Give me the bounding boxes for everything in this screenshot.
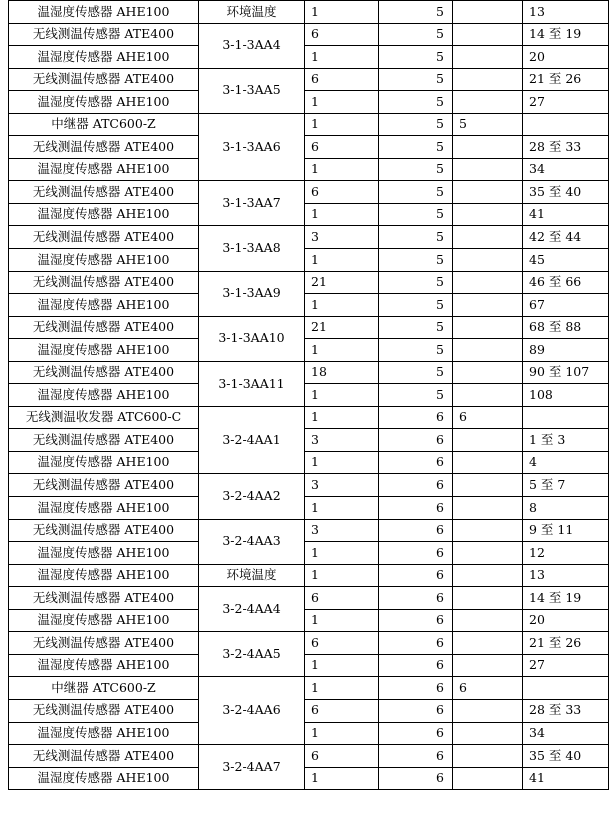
- quantity-cell: 1: [305, 158, 379, 181]
- device-name: 无线测温传感器 ATE400: [9, 226, 199, 249]
- quantity-cell: 1: [305, 406, 379, 429]
- number-cell: 45: [523, 249, 609, 272]
- number-cell: 34: [523, 158, 609, 181]
- quantity-cell: 6: [305, 587, 379, 610]
- channel-cell: [453, 654, 523, 677]
- bus-cell: 5: [379, 1, 453, 24]
- number-cell: 5 至 7: [523, 474, 609, 497]
- channel-cell: [453, 68, 523, 91]
- device-name: 无线测温传感器 ATE400: [9, 699, 199, 722]
- number-cell: [523, 113, 609, 136]
- table-row: [9, 23, 609, 46]
- bus-cell: 5: [379, 294, 453, 317]
- channel-cell: [453, 587, 523, 610]
- location-cell: 3-1-3AA9: [199, 271, 305, 316]
- number-cell: 90 至 107: [523, 361, 609, 384]
- number-cell: 28 至 33: [523, 136, 609, 159]
- bus-cell: 6: [379, 722, 453, 745]
- number-cell: 35 至 40: [523, 181, 609, 204]
- table-row: [9, 249, 609, 272]
- number-cell: 34: [523, 722, 609, 745]
- bus-cell: 6: [379, 564, 453, 587]
- quantity-cell: 1: [305, 677, 379, 700]
- quantity-cell: 1: [305, 294, 379, 317]
- bus-cell: 6: [379, 587, 453, 610]
- bus-cell: 5: [379, 68, 453, 91]
- quantity-cell: 1: [305, 384, 379, 407]
- table-row: [9, 519, 609, 542]
- location-cell: 3-1-3AA8: [199, 226, 305, 271]
- channel-cell: [453, 46, 523, 69]
- number-cell: 8: [523, 497, 609, 520]
- channel-cell: [453, 519, 523, 542]
- bus-cell: 6: [379, 519, 453, 542]
- quantity-cell: 21: [305, 316, 379, 339]
- bus-cell: 6: [379, 654, 453, 677]
- device-name: 温湿度传感器 AHE100: [9, 384, 199, 407]
- location-cell: 3-2-4AA3: [199, 519, 305, 564]
- table-row: [9, 564, 609, 587]
- table-row: [9, 46, 609, 69]
- device-name: 无线测温传感器 ATE400: [9, 632, 199, 655]
- location-cell: 3-2-4AA6: [199, 677, 305, 745]
- quantity-cell: 1: [305, 564, 379, 587]
- table-row: [9, 181, 609, 204]
- table-row: [9, 632, 609, 655]
- number-cell: 27: [523, 654, 609, 677]
- channel-cell: [453, 699, 523, 722]
- quantity-cell: 1: [305, 451, 379, 474]
- table-row: [9, 113, 609, 136]
- channel-cell: [453, 271, 523, 294]
- device-name: 无线测温传感器 ATE400: [9, 474, 199, 497]
- bus-cell: 5: [379, 226, 453, 249]
- quantity-cell: 1: [305, 91, 379, 114]
- device-name: 温湿度传感器 AHE100: [9, 722, 199, 745]
- quantity-cell: 1: [305, 203, 379, 226]
- device-name: 温湿度传感器 AHE100: [9, 497, 199, 520]
- quantity-cell: 6: [305, 745, 379, 768]
- channel-cell: [453, 158, 523, 181]
- table-row: [9, 451, 609, 474]
- bus-cell: 6: [379, 699, 453, 722]
- table-row: [9, 722, 609, 745]
- quantity-cell: 6: [305, 632, 379, 655]
- number-cell: 28 至 33: [523, 699, 609, 722]
- location-cell: 3-1-3AA6: [199, 113, 305, 181]
- device-name: 温湿度传感器 AHE100: [9, 451, 199, 474]
- location-cell: 3-1-3AA11: [199, 361, 305, 406]
- device-name: 无线测温传感器 ATE400: [9, 745, 199, 768]
- table-row: [9, 677, 609, 700]
- bus-cell: 6: [379, 451, 453, 474]
- device-name: 温湿度传感器 AHE100: [9, 542, 199, 565]
- table-row: [9, 294, 609, 317]
- number-cell: 14 至 19: [523, 23, 609, 46]
- quantity-cell: 6: [305, 181, 379, 204]
- bus-cell: 6: [379, 497, 453, 520]
- location-cell: 3-2-4AA2: [199, 474, 305, 519]
- channel-cell: [453, 181, 523, 204]
- bus-cell: 6: [379, 429, 453, 452]
- quantity-cell: 1: [305, 609, 379, 632]
- bus-cell: 5: [379, 249, 453, 272]
- device-table: [8, 0, 609, 790]
- device-name: 无线测温传感器 ATE400: [9, 361, 199, 384]
- number-cell: 14 至 19: [523, 587, 609, 610]
- number-cell: 20: [523, 609, 609, 632]
- quantity-cell: 6: [305, 136, 379, 159]
- channel-cell: 6: [453, 406, 523, 429]
- table-row: [9, 1, 609, 24]
- quantity-cell: 1: [305, 249, 379, 272]
- channel-cell: 6: [453, 677, 523, 700]
- bus-cell: 5: [379, 181, 453, 204]
- channel-cell: [453, 474, 523, 497]
- location-cell: 3-2-4AA1: [199, 406, 305, 474]
- quantity-cell: 3: [305, 474, 379, 497]
- number-cell: 42 至 44: [523, 226, 609, 249]
- number-cell: 35 至 40: [523, 745, 609, 768]
- table-row: [9, 497, 609, 520]
- bus-cell: 5: [379, 271, 453, 294]
- channel-cell: [453, 745, 523, 768]
- bus-cell: 6: [379, 677, 453, 700]
- number-cell: 21 至 26: [523, 68, 609, 91]
- table-row: [9, 361, 609, 384]
- channel-cell: [453, 564, 523, 587]
- bus-cell: 5: [379, 91, 453, 114]
- bus-cell: 6: [379, 767, 453, 790]
- location-cell: 3-1-3AA7: [199, 181, 305, 226]
- channel-cell: [453, 722, 523, 745]
- number-cell: 89: [523, 339, 609, 362]
- device-name: 温湿度传感器 AHE100: [9, 767, 199, 790]
- number-cell: 13: [523, 564, 609, 587]
- bus-cell: 6: [379, 474, 453, 497]
- device-name: 无线测温传感器 ATE400: [9, 23, 199, 46]
- channel-cell: [453, 361, 523, 384]
- device-name: 温湿度传感器 AHE100: [9, 203, 199, 226]
- device-name: 无线测温传感器 ATE400: [9, 429, 199, 452]
- bus-cell: 6: [379, 406, 453, 429]
- quantity-cell: 6: [305, 23, 379, 46]
- bus-cell: 5: [379, 113, 453, 136]
- device-name: 中继器 ATC600-Z: [9, 113, 199, 136]
- location-cell: 3-2-4AA5: [199, 632, 305, 677]
- channel-cell: [453, 136, 523, 159]
- device-name: 温湿度传感器 AHE100: [9, 609, 199, 632]
- channel-cell: [453, 249, 523, 272]
- channel-cell: [453, 1, 523, 24]
- table-row: [9, 226, 609, 249]
- location-cell: 3-1-3AA5: [199, 68, 305, 113]
- channel-cell: 5: [453, 113, 523, 136]
- channel-cell: [453, 316, 523, 339]
- number-cell: 20: [523, 46, 609, 69]
- quantity-cell: 1: [305, 113, 379, 136]
- table-row: [9, 745, 609, 768]
- location-cell: 3-2-4AA4: [199, 587, 305, 632]
- location-cell: 环境温度: [199, 564, 305, 587]
- number-cell: 1 至 3: [523, 429, 609, 452]
- table-row: [9, 136, 609, 159]
- table-row: [9, 203, 609, 226]
- device-name: 无线测温传感器 ATE400: [9, 136, 199, 159]
- device-name: 温湿度传感器 AHE100: [9, 158, 199, 181]
- channel-cell: [453, 767, 523, 790]
- number-cell: 4: [523, 451, 609, 474]
- quantity-cell: 18: [305, 361, 379, 384]
- device-name: 无线测温传感器 ATE400: [9, 181, 199, 204]
- channel-cell: [453, 632, 523, 655]
- device-name: 温湿度传感器 AHE100: [9, 654, 199, 677]
- quantity-cell: 1: [305, 767, 379, 790]
- number-cell: 67: [523, 294, 609, 317]
- device-name: 无线测温传感器 ATE400: [9, 271, 199, 294]
- device-name: 无线测温传感器 ATE400: [9, 587, 199, 610]
- number-cell: 21 至 26: [523, 632, 609, 655]
- channel-cell: [453, 91, 523, 114]
- table-row: [9, 654, 609, 677]
- table-row: [9, 609, 609, 632]
- channel-cell: [453, 226, 523, 249]
- number-cell: 41: [523, 203, 609, 226]
- device-table-body: [9, 1, 609, 790]
- quantity-cell: 1: [305, 339, 379, 362]
- number-cell: 9 至 11: [523, 519, 609, 542]
- table-row: [9, 767, 609, 790]
- bus-cell: 5: [379, 203, 453, 226]
- number-cell: 108: [523, 384, 609, 407]
- device-name: 无线测温传感器 ATE400: [9, 519, 199, 542]
- location-cell: 3-1-3AA10: [199, 316, 305, 361]
- device-name: 无线测温传感器 ATE400: [9, 316, 199, 339]
- channel-cell: [453, 497, 523, 520]
- quantity-cell: 6: [305, 699, 379, 722]
- number-cell: 27: [523, 91, 609, 114]
- quantity-cell: 3: [305, 429, 379, 452]
- table-row: [9, 271, 609, 294]
- bus-cell: 5: [379, 361, 453, 384]
- bus-cell: 5: [379, 136, 453, 159]
- channel-cell: [453, 294, 523, 317]
- quantity-cell: 6: [305, 68, 379, 91]
- bus-cell: 5: [379, 158, 453, 181]
- table-row: [9, 587, 609, 610]
- table-row: [9, 699, 609, 722]
- channel-cell: [453, 451, 523, 474]
- number-cell: [523, 677, 609, 700]
- number-cell: 12: [523, 542, 609, 565]
- table-row: [9, 339, 609, 362]
- channel-cell: [453, 542, 523, 565]
- quantity-cell: 1: [305, 654, 379, 677]
- channel-cell: [453, 384, 523, 407]
- channel-cell: [453, 203, 523, 226]
- number-cell: 46 至 66: [523, 271, 609, 294]
- quantity-cell: 1: [305, 46, 379, 69]
- number-cell: 41: [523, 767, 609, 790]
- bus-cell: 5: [379, 46, 453, 69]
- quantity-cell: 1: [305, 497, 379, 520]
- number-cell: 13: [523, 1, 609, 24]
- location-cell: 3-2-4AA7: [199, 745, 305, 790]
- bus-cell: 5: [379, 23, 453, 46]
- table-row: [9, 542, 609, 565]
- number-cell: [523, 406, 609, 429]
- quantity-cell: 1: [305, 1, 379, 24]
- device-name: 温湿度传感器 AHE100: [9, 249, 199, 272]
- device-name: 温湿度传感器 AHE100: [9, 564, 199, 587]
- quantity-cell: 1: [305, 722, 379, 745]
- bus-cell: 6: [379, 542, 453, 565]
- bus-cell: 5: [379, 316, 453, 339]
- table-row: [9, 158, 609, 181]
- bus-cell: 6: [379, 632, 453, 655]
- bus-cell: 6: [379, 745, 453, 768]
- quantity-cell: 3: [305, 226, 379, 249]
- device-name: 温湿度传感器 AHE100: [9, 91, 199, 114]
- device-name: 无线测温收发器 ATC600-C: [9, 406, 199, 429]
- channel-cell: [453, 339, 523, 362]
- quantity-cell: 3: [305, 519, 379, 542]
- table-row: [9, 474, 609, 497]
- channel-cell: [453, 23, 523, 46]
- table-row: [9, 429, 609, 452]
- bus-cell: 5: [379, 339, 453, 362]
- device-name: 中继器 ATC600-Z: [9, 677, 199, 700]
- device-name: 温湿度传感器 AHE100: [9, 294, 199, 317]
- device-name: 温湿度传感器 AHE100: [9, 46, 199, 69]
- table-row: [9, 316, 609, 339]
- device-name: 温湿度传感器 AHE100: [9, 339, 199, 362]
- quantity-cell: 21: [305, 271, 379, 294]
- table-row: [9, 68, 609, 91]
- table-row: [9, 91, 609, 114]
- quantity-cell: 1: [305, 542, 379, 565]
- channel-cell: [453, 429, 523, 452]
- device-name: 温湿度传感器 AHE100: [9, 1, 199, 24]
- channel-cell: [453, 609, 523, 632]
- location-cell: 3-1-3AA4: [199, 23, 305, 68]
- location-cell: 环境温度: [199, 1, 305, 24]
- number-cell: 68 至 88: [523, 316, 609, 339]
- device-name: 无线测温传感器 ATE400: [9, 68, 199, 91]
- table-row: [9, 384, 609, 407]
- bus-cell: 5: [379, 384, 453, 407]
- table-row: [9, 406, 609, 429]
- bus-cell: 6: [379, 609, 453, 632]
